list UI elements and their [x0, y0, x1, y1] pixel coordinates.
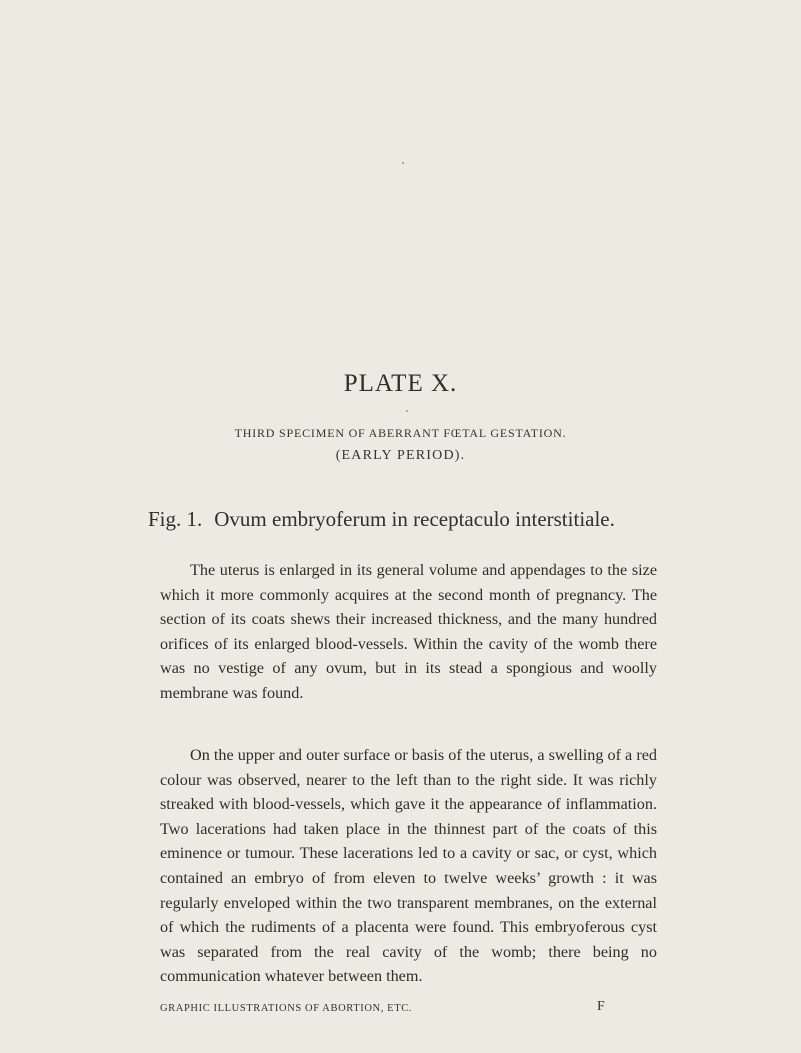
body-paragraph-2: On the upper and outer surface or basis of the uterus, a swelling of a red colour was observed, nearer to the left than to the right side. It was richly streaked with blood-vessels, which gave it the appearance of inflammation. Two lacerations had taken place in the thinnest part of the coats of this eminence or tumour. These lacerations led to a cavity or sac, or cyst, which contained an embryo of from eleven to twelve weeks’ growth : it was regularly enveloped within the two transparent membranes, on the external of which the rudiments of a placenta were found. This embryoferous cyst was separated from the real cavity of the womb; there being no communication whatever between them. — [160, 746, 657, 986]
body-paragraph-1: The uterus is enlarged in its general volume and appendages to the size which it more commonly acquires at the second month of pregnancy. The section of its coats shews their increased thickness, and the many hundred orifices of its enlarged blood-vessels. Within the cavity of the womb there was no vestige of any ovum, but in its stead a spongious and woolly membrane was found. — [160, 561, 657, 702]
figure-number: Fig. 1. — [148, 507, 203, 531]
paper-speck — [406, 410, 408, 412]
paper-speck — [402, 162, 404, 164]
plate-title: PLATE X. — [343, 370, 458, 397]
plate-period: (EARLY PERIOD). — [335, 448, 466, 463]
signature-mark: F — [597, 999, 605, 1014]
figure-caption: Ovum embryoferum in receptaculo interstitiale. — [214, 507, 615, 531]
running-title: GRAPHIC ILLUSTRATIONS OF ABORTION, ETC. — [160, 1003, 413, 1014]
plate-subtitle: THIRD SPECIMEN OF ABERRANT FŒTAL GESTATION. — [234, 426, 567, 440]
figure-heading — [148, 507, 615, 532]
